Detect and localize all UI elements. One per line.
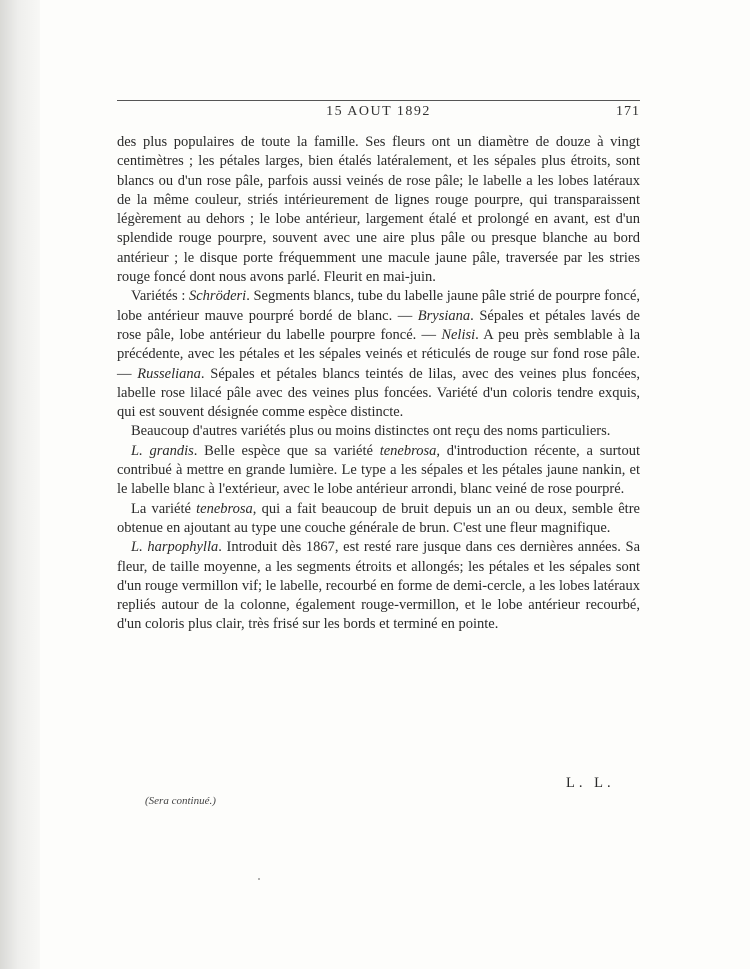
paper-speck xyxy=(258,878,260,880)
text-run: . Segments blancs, tube du labelle jaune pâle strié de pourpre foncé, lobe antérieur mauve pourpré bordé de blanc. — xyxy=(117,288,641,324)
italic-run: tenebrosa xyxy=(196,500,253,517)
paragraph xyxy=(117,133,640,287)
continuation-note: (Sera continué.) xyxy=(145,795,216,807)
paragraph xyxy=(117,422,640,441)
page-number: 171 xyxy=(616,104,640,119)
text-run: . Sépales et pétales blancs teintés de lilas, avec des veines plus foncées, labelle rose lilacé pâle avec des veines plus foncées. Variété d'un coloris tendre exquis, qui est souvent désignée comme espèce distincte. xyxy=(117,365,641,421)
author-signature: L. L. xyxy=(566,775,615,791)
header-rule xyxy=(117,100,640,101)
text-run: . Belle espèce que sa variété xyxy=(193,442,380,459)
text-run: . Introduit dès 1867, est resté rare jusque dans ces dernières années. Sa fleur, de taille moyenne, a les segments étroits et allongés; les pétales et les sépales sont d'un rouge vermillon vif; le labelle, recourbé en forme de demi-cercle, a les lobes latéraux repliés autour de la colonne, également rouge-vermillon, et le lobe antérieur recourbé, d'un coloris plus clair, très frisé sur les bords et terminé en pointe. xyxy=(117,539,640,633)
italic-run: Schröderi xyxy=(189,288,247,305)
text-run: d'introduction récente, a surtout contribué à mettre en grande lumière. Le type a les sépales et les pétales jaune nankin, et le labelle blanc à l'extérieur, avec le lobe antérieur arrondi, blanc veiné de rose pourpré. xyxy=(117,442,640,498)
paragraph xyxy=(117,538,640,634)
text-run: . Sépales et pétales lavés de rose pâle, lobe antérieur du labelle pourpre foncé. — xyxy=(117,307,640,343)
text-run: . A peu près semblable à la précédente, avec les pétales et les sépales veinés et réticulés de rouge sur fond rose pâle. — xyxy=(117,326,641,382)
text-run: Beaucoup d'autres variétés plus ou moins distinctes ont reçu des noms particuliers. xyxy=(131,423,611,440)
italic-run: L. harpophylla xyxy=(131,539,219,556)
header-date: 15 AOUT 1892 xyxy=(326,104,431,119)
text-run: , qui a fait beaucoup de bruit depuis un an ou deux, semble être obtenue en ajoutant au type une couche générale de brun. C'est une fleur magnifique. xyxy=(117,500,640,536)
italic-run: tenebrosa, xyxy=(379,442,440,459)
italic-run: Russeliana xyxy=(137,365,201,382)
italic-run: L. grandis xyxy=(131,442,194,459)
text-run: Variétés : xyxy=(131,288,189,305)
italic-run: Brysiana xyxy=(417,307,471,324)
binding-gutter xyxy=(0,0,40,969)
text-run: des plus populaires de toute la famille. Ses fleurs ont un diamètre de douze à vingt centimètres ; les pétales larges, bien étalés latéralement, et les sépales plus étroits, sont blancs ou d'un rose pâle, parfois aussi veinés de rose pâle; le labelle a les lobes latéraux de la même couleur, striés intérieurement de lignes rouge pourpre, qui transparaissent légèrement au dehors ; le lobe antérieur, largement étalé et prolongé en avant, est d'un splendide rouge pourpre, souvent avec une aire plus pâle ou presque blanche au bord antérieur ; le disque porte fréquemment une macule jaune pâle, traversée par les stries rouge foncé dont nous avons parlé. Fleurit en mai-juin. xyxy=(117,134,640,286)
paragraph xyxy=(117,500,640,539)
running-header xyxy=(117,100,640,120)
paragraph xyxy=(117,287,640,422)
text-run: La variété xyxy=(131,500,197,517)
body-text xyxy=(117,133,640,635)
italic-run: Nelisi xyxy=(441,326,476,343)
paragraph xyxy=(117,442,640,500)
